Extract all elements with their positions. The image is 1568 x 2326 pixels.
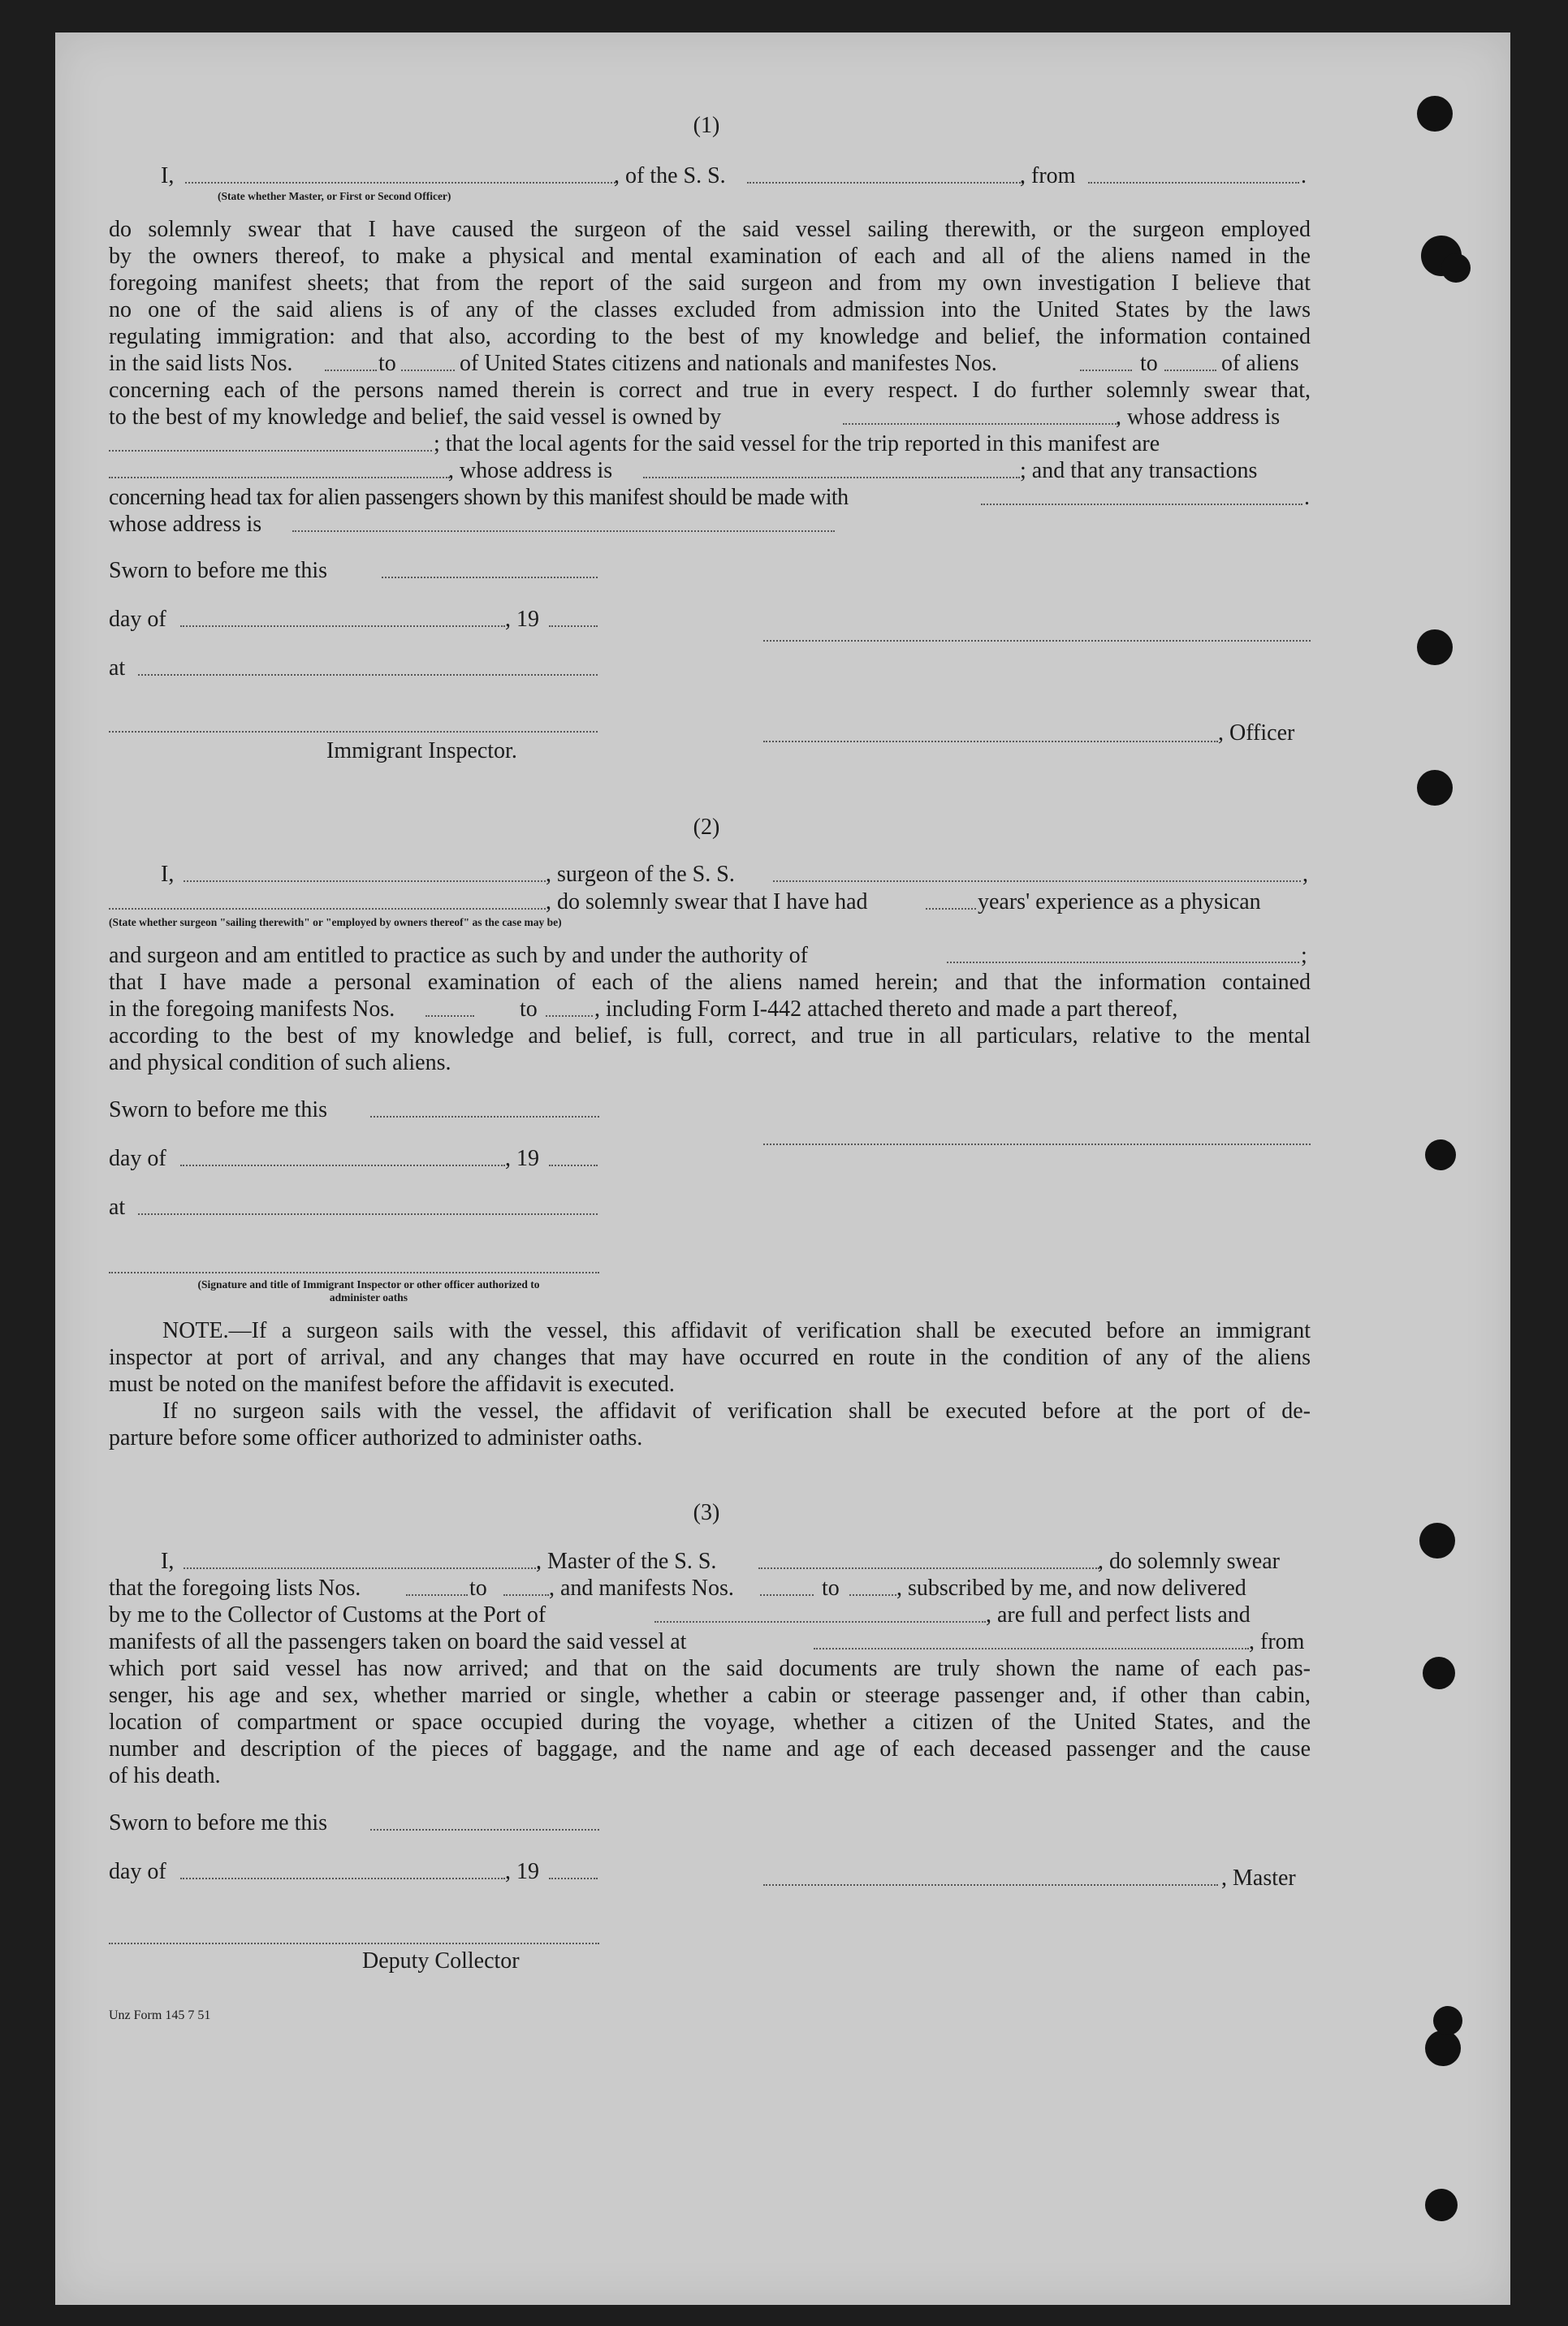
- section-2-experience-label: years' experience as a physican: [978, 889, 1261, 914]
- section-2-authority-label: and surgeon and am entitled to practice as such by and under the authority of: [109, 943, 808, 968]
- owner-address-field[interactable]: [109, 450, 432, 452]
- master-name-field[interactable]: [185, 182, 616, 184]
- section-3-manifests-to: to: [822, 1576, 840, 1601]
- section-2-body-line: that I have made a personal examination of each of the aliens named herein; and that the information contained: [109, 970, 1311, 995]
- section-2-status-note: (State whether surgeon "sailing therewith" or "employed by owners thereof" as the case may be): [109, 916, 562, 928]
- section-1-lists-label: in the said lists Nos.: [109, 351, 293, 376]
- headtax-contact-field[interactable]: [981, 504, 1302, 505]
- section-3-delivered-label: , subscribed by me, and now delivered: [896, 1576, 1246, 1601]
- section-2-day-of-label: day of: [109, 1146, 166, 1171]
- section-1-manifests-label: of United States citizens and nationals and manifestes Nos.: [460, 351, 997, 376]
- section-1-transactions-label: ; and that any transactions: [1020, 458, 1258, 483]
- section-1-manifests-to: to: [1140, 351, 1158, 376]
- alien-manifests-to-field[interactable]: [1164, 370, 1216, 371]
- citizen-lists-to-field[interactable]: [401, 370, 455, 371]
- section-2-official-signature-field[interactable]: [109, 1272, 599, 1273]
- section-2-body-line: and physical condition of such aliens.: [109, 1050, 451, 1075]
- section-2-manifests-to-field[interactable]: [546, 1015, 593, 1017]
- vessel-owner-field[interactable]: [843, 423, 1119, 425]
- section-2-line1-end: ,: [1302, 862, 1308, 887]
- section-3-master-sig-label: , Master: [1221, 1866, 1296, 1891]
- section-2-note-line: must be noted on the manifest before the affidavit is executed.: [109, 1372, 675, 1397]
- section-3-number: (3): [693, 1500, 720, 1525]
- section-3-from-label: , from: [1249, 1629, 1305, 1654]
- section-3-body-line: number and description of the pieces of baggage, and the name and age of each deceased passenger and the cause: [109, 1736, 1311, 1762]
- section-1-agents-address-label: , whose address is: [448, 458, 613, 483]
- section-1-year-label: , 19: [505, 607, 539, 632]
- section-1-line1-of-ss: , of the S. S.: [614, 163, 726, 188]
- section-3-body-line: of his death.: [109, 1763, 221, 1788]
- section-3-year-label: , 19: [505, 1859, 539, 1884]
- section-3-deputy-label: Deputy Collector: [362, 1948, 520, 1974]
- section-2-manifests-from-field[interactable]: [425, 1015, 474, 1017]
- section-2-note-line: inspector at port of arrival, and any changes that may have occurred en route in the condition of any of the aliens: [109, 1345, 1311, 1370]
- section-2-body-line: according to the best of my knowledge and belief, is full, correct, and true in all particulars, relative to the mental: [109, 1023, 1311, 1048]
- section-1-lists-to: to: [378, 351, 396, 376]
- section-1-place-field[interactable]: [138, 674, 598, 676]
- officer-title-field[interactable]: [763, 741, 1218, 742]
- section-1-inspector-label: Immigrant Inspector.: [326, 738, 517, 763]
- section-1-body-line: regulating immigration: and that also, according to the best of my knowledge and belief, the information contained: [109, 324, 1311, 349]
- local-agents-field[interactable]: [109, 477, 450, 478]
- section-1-concerning-line: concerning each of the persons named therein is correct and true in every respect. I do further solemnly swear that,: [109, 378, 1311, 403]
- section-3-sworn-label: Sworn to before me this: [109, 1810, 328, 1835]
- section-3-month-field[interactable]: [180, 1878, 505, 1879]
- section-3-manifests-label: , and manifests Nos.: [549, 1576, 734, 1601]
- section-2-line1-i: I,: [161, 862, 175, 887]
- section-3-master-name-field[interactable]: [184, 1567, 539, 1569]
- binder-hole-7: [1419, 1523, 1455, 1559]
- binder-hole-10: [1433, 2006, 1462, 2035]
- section-3-year-field[interactable]: [549, 1878, 598, 1879]
- section-3-swear-label: , do solemnly swear: [1098, 1549, 1280, 1574]
- section-3-day-of-label: day of: [109, 1859, 166, 1884]
- section-1-line1-from: , from: [1020, 163, 1076, 188]
- binder-hole-11: [1425, 2189, 1458, 2221]
- boarding-port-field[interactable]: [814, 1648, 1249, 1649]
- section-3-taken-label: manifests of all the passengers taken on board the said vessel at: [109, 1629, 687, 1654]
- officer-signature-field[interactable]: [763, 640, 1311, 642]
- section-2-sworn-label: Sworn to before me this: [109, 1097, 328, 1122]
- section-2-surgeon-label: , surgeon of the S. S.: [546, 862, 735, 887]
- section-1-of-aliens: of aliens: [1221, 351, 1299, 376]
- section-2-signature-note: (Signature and title of Immigrant Inspector or other officer authorized to administer oaths: [197, 1278, 540, 1304]
- section-3-port-label: by me to the Collector of Customs at the Port of: [109, 1602, 546, 1628]
- section-3-lists-to: to: [469, 1576, 487, 1601]
- section-3-body-line: which port said vessel has now arrived; and that on the said documents are truly shown the name of each pas-: [109, 1656, 1311, 1681]
- section-3-lists-to-field[interactable]: [503, 1594, 549, 1596]
- vessel-name-field[interactable]: [747, 182, 1023, 184]
- section-3-body-line: location of compartment or space occupied during the voyage, whether a citizen of the United States, and the: [109, 1710, 1311, 1735]
- from-port-field[interactable]: [1088, 182, 1299, 184]
- section-3-vessel-field[interactable]: [758, 1567, 1099, 1569]
- binder-hole-8: [1423, 1657, 1455, 1689]
- section-2-swear-label: , do solemnly swear that I have had: [546, 889, 868, 914]
- surgeon-signature-field[interactable]: [763, 1144, 1311, 1145]
- section-3-lists-from-field[interactable]: [406, 1594, 468, 1596]
- section-3-manifests-from-field[interactable]: [760, 1594, 814, 1596]
- headtax-address-field[interactable]: [292, 530, 835, 532]
- section-1-line1-i: I,: [161, 163, 175, 188]
- section-3-line1-i: I,: [161, 1549, 175, 1574]
- section-2-at-label: at: [109, 1195, 126, 1220]
- section-1-at-label: at: [109, 655, 126, 681]
- section-1-body-line: by the owners thereof, to make a physical and mental examination of each and all of the aliens named in the: [109, 244, 1311, 269]
- section-2-place-field[interactable]: [138, 1213, 598, 1215]
- section-1-sworn-date-field[interactable]: [382, 577, 598, 578]
- binder-hole-5: [1417, 770, 1453, 806]
- binder-hole-6: [1425, 1139, 1456, 1170]
- section-1-role-note: (State whether Master, or First or Second Officer): [218, 190, 451, 202]
- section-1-month-field[interactable]: [180, 625, 505, 627]
- customs-port-field[interactable]: [654, 1621, 986, 1623]
- inspector-signature-field[interactable]: [109, 731, 598, 733]
- section-2-manifests-to: to: [520, 997, 538, 1022]
- alien-manifests-from-field[interactable]: [1080, 370, 1132, 371]
- binder-hole-9: [1425, 2030, 1461, 2066]
- section-2-manifests-label: in the foregoing manifests Nos.: [109, 997, 395, 1022]
- section-2-note-line: NOTE.—If a surgeon sails with the vessel, this affidavit of verification shall be executed before an immigrant: [162, 1318, 1311, 1343]
- section-2-form-line: , including Form I-442 attached thereto and made a part thereof,: [594, 997, 1178, 1022]
- section-3-lists-full-label: , are full and perfect lists and: [986, 1602, 1251, 1628]
- agents-address-field[interactable]: [643, 477, 1020, 478]
- binder-hole-3: [1441, 253, 1471, 283]
- section-1-whose-address-label: whose address is: [109, 512, 262, 537]
- section-1-sworn-label: Sworn to before me this: [109, 558, 328, 583]
- section-1-owned-label: to the best of my knowledge and belief, the said vessel is owned by: [109, 404, 722, 430]
- section-1-line1-end: .: [1301, 163, 1307, 188]
- section-1-headtax-end: .: [1304, 485, 1310, 510]
- section-3-lists-label: that the foregoing lists Nos.: [109, 1576, 361, 1601]
- section-2-vessel-field[interactable]: [773, 880, 1301, 882]
- section-2-sworn-date-field[interactable]: [370, 1116, 599, 1118]
- section-1-agents-line: ; that the local agents for the said vessel for the trip reported in this manifest are: [434, 431, 1160, 456]
- section-2-number: (2): [693, 815, 720, 840]
- section-2-year-field[interactable]: [549, 1165, 598, 1166]
- binder-hole-4: [1417, 629, 1453, 665]
- section-1-headtax-label: concerning head tax for alien passengers shown by this manifest should be made with: [109, 485, 849, 510]
- section-1-day-of-label: day of: [109, 607, 166, 632]
- section-3-sworn-date-field[interactable]: [370, 1829, 599, 1831]
- section-3-manifests-to-field[interactable]: [849, 1594, 896, 1596]
- section-1-body-line: foregoing manifest sheets; that from the report of the said surgeon and from my own investigation I believe that: [109, 270, 1311, 296]
- citizen-lists-from-field[interactable]: [325, 370, 377, 371]
- section-2-note-line: parture before some officer authorized to administer oaths.: [109, 1425, 643, 1451]
- section-1-year-field[interactable]: [549, 625, 598, 627]
- section-1-body-line: do solemnly swear that I have caused the surgeon of the said vessel sailing therewith, or the surgeon employed: [109, 217, 1311, 242]
- section-2-note-line: If no surgeon sails with the vessel, the affidavit of verification shall be executed before at the port of de-: [162, 1399, 1311, 1424]
- section-3-body-line: senger, his age and sex, whether married or single, whether a cabin or steerage passenger and, if other than cabin,: [109, 1683, 1311, 1708]
- section-3-master-signature-field[interactable]: [763, 1884, 1218, 1886]
- section-1-body-line: no one of the said aliens is of any of the classes excluded from admission into the United States by the laws: [109, 297, 1311, 322]
- section-2-year-label: , 19: [505, 1146, 539, 1171]
- authority-field[interactable]: [947, 962, 1299, 963]
- binder-hole-1: [1417, 96, 1453, 132]
- section-1-owner-address-label: , whose address is: [1116, 404, 1281, 430]
- form-number: Unz Form 145 7 51: [109, 2008, 211, 2022]
- surgeon-status-field[interactable]: [109, 908, 546, 910]
- section-2-month-field[interactable]: [180, 1165, 505, 1166]
- deputy-collector-signature-field[interactable]: [109, 1943, 599, 1944]
- section-1-number: (1): [693, 113, 720, 138]
- years-experience-field[interactable]: [926, 908, 976, 910]
- section-1-officer-label: , Officer: [1218, 720, 1295, 746]
- surgeon-name-field[interactable]: [184, 880, 546, 882]
- section-2-authority-end: ;: [1301, 943, 1307, 968]
- section-3-master-label: , Master of the S. S.: [536, 1549, 717, 1574]
